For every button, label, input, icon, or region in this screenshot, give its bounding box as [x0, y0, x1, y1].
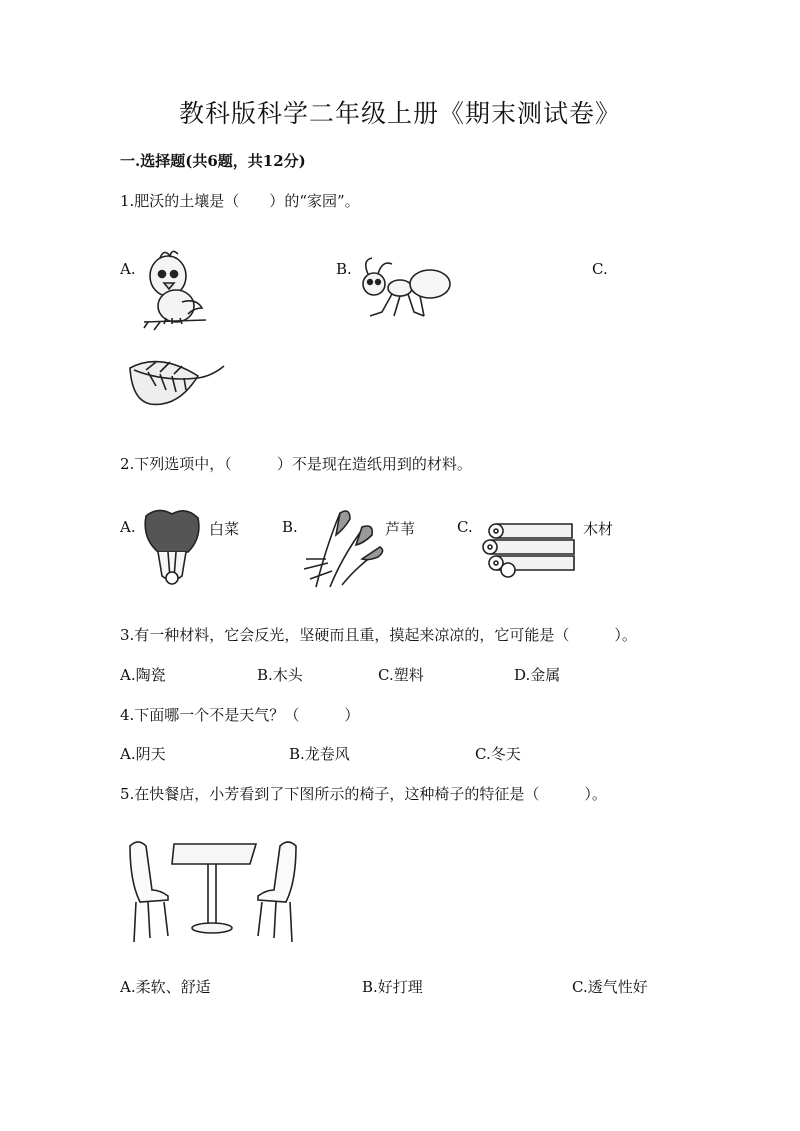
- question-3-option-c[interactable]: C.塑料: [378, 666, 424, 684]
- question-2-caption-b: 芦苇: [385, 520, 416, 538]
- ant-icon: [350, 254, 456, 324]
- reed-icon: [296, 505, 386, 589]
- logs-icon: [476, 518, 580, 582]
- question-4-option-a[interactable]: A.阴天: [120, 745, 166, 763]
- question-2-caption-a: 白菜: [209, 520, 240, 538]
- question-2-option-a[interactable]: A.: [120, 518, 136, 536]
- question-2-stem: 2.下列选项中，（ ）不是现在造纸用到的材料。: [120, 455, 472, 473]
- question-1-stem: 1.肥沃的土壤是（ ）的“家园”。: [120, 192, 360, 210]
- cabbage-icon: [138, 506, 206, 588]
- question-5-option-c[interactable]: C.透气性好: [572, 978, 648, 996]
- chick-icon: [138, 246, 210, 338]
- question-3-option-d[interactable]: D.金属: [514, 666, 561, 684]
- question-1-option-b[interactable]: B.: [336, 260, 352, 278]
- page-title: 教科版科学二年级上册《期末测试卷》: [178, 99, 621, 128]
- question-1-option-a[interactable]: A.: [120, 260, 136, 278]
- question-3-option-b[interactable]: B.木头: [257, 666, 303, 684]
- question-1-option-c[interactable]: C.: [592, 260, 608, 278]
- question-3-stem: 3.有一种材料，它会反光，坚硬而且重，摸起来凉凉的，它可能是（ ）。: [120, 626, 637, 644]
- question-5-option-a[interactable]: A.柔软、舒适: [120, 978, 211, 996]
- question-4-option-c[interactable]: C.冬天: [475, 745, 521, 763]
- question-4-option-b[interactable]: B.龙卷风: [289, 745, 350, 763]
- question-5-option-b[interactable]: B.好打理: [362, 978, 423, 996]
- question-4-stem: 4.下面哪一个不是天气？（ ）: [120, 706, 360, 724]
- leaf-icon: [126, 356, 230, 412]
- section-heading: 一.选择题(共6题，共12分): [120, 152, 306, 170]
- question-2-option-b[interactable]: B.: [282, 518, 298, 536]
- question-3-option-a[interactable]: A.陶瓷: [120, 666, 166, 684]
- question-2-caption-c: 木材: [583, 520, 614, 538]
- table-chairs-icon: [126, 836, 300, 944]
- question-5-stem: 5.在快餐店，小芳看到了下图所示的椅子，这种椅子的特征是（ ）。: [120, 785, 607, 803]
- question-2-option-c[interactable]: C.: [457, 518, 473, 536]
